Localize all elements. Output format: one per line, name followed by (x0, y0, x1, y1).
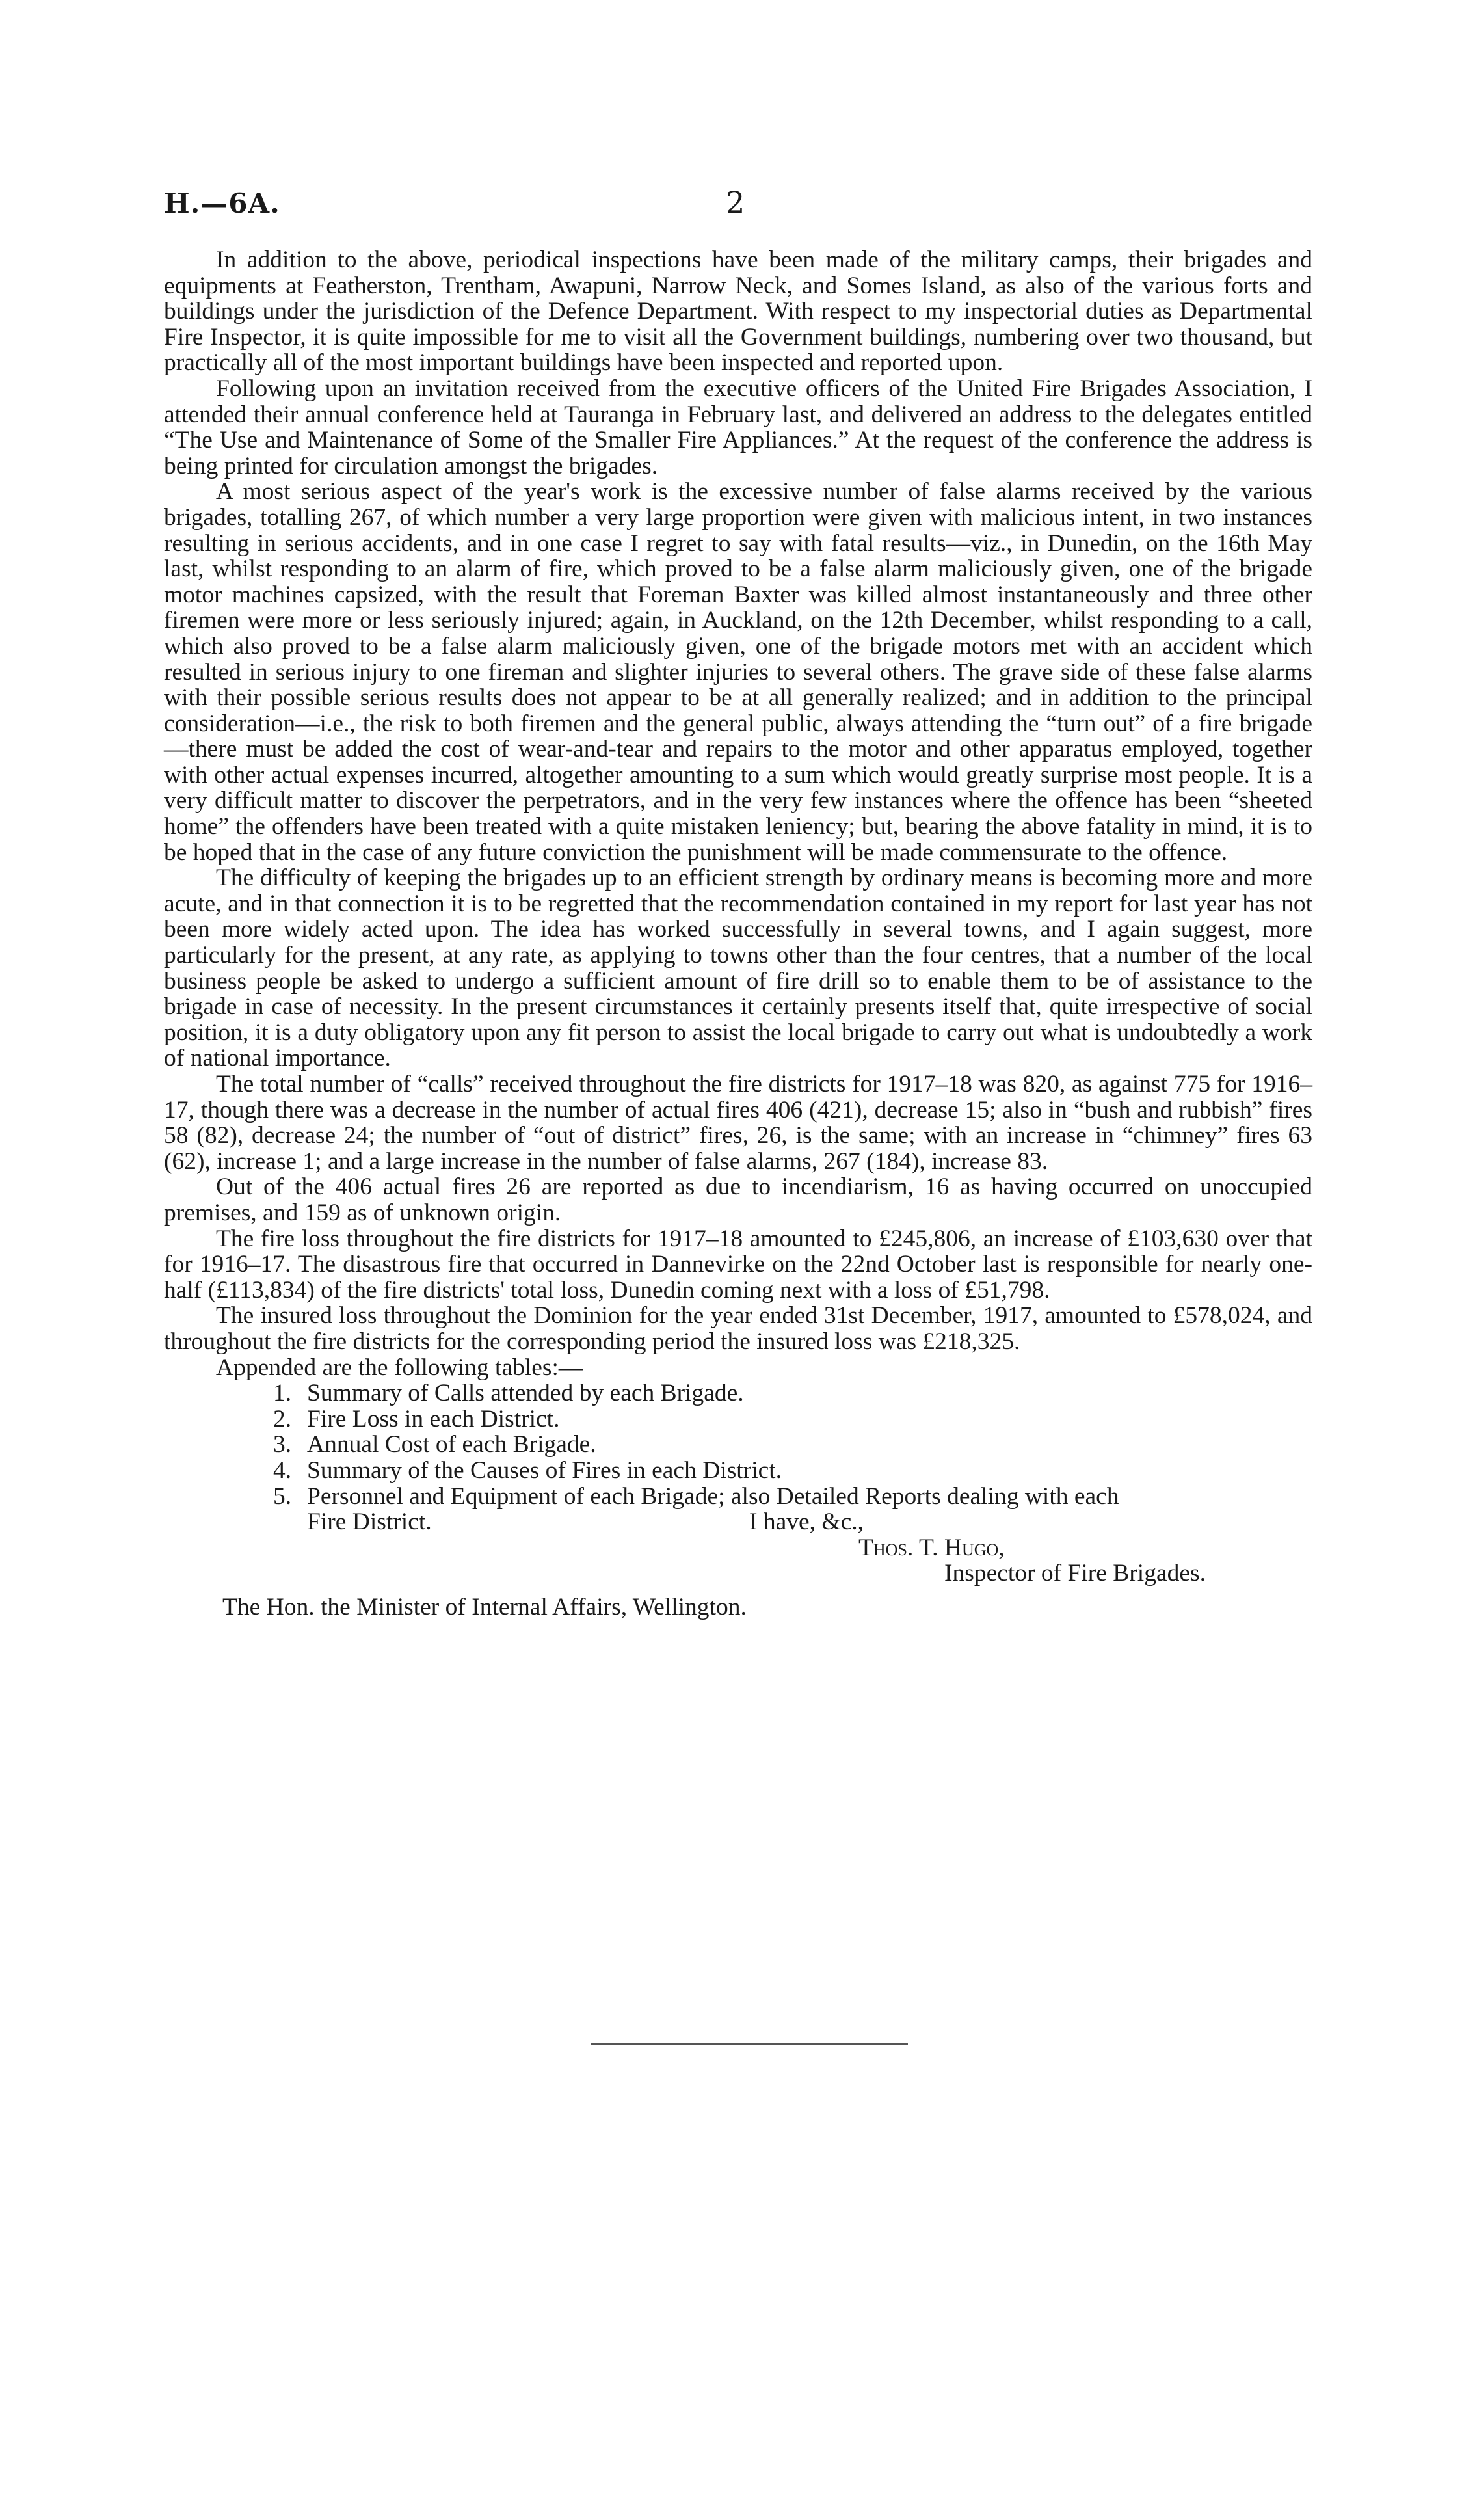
report-body (164, 247, 1312, 1620)
report-reference: H.—6A. (164, 187, 280, 219)
appendix-item-text: Annual Cost of each Brigade. (307, 1431, 596, 1458)
appendix-item (273, 1458, 1312, 1484)
appendix-list (164, 1380, 1312, 1509)
addressee: The Hon. the Minister of Internal Affairs, Wellington. (222, 1593, 747, 1620)
paragraph-fire-loss: The fire loss throughout the fire districts for 1917–18 amounted to £245,806, an increase of £103,630 over that for 1916–17. The disastrous fire that occurred in Dannevirke on the 22nd October last is responsible for nearly one-half (£113,834) of the fire districts' total loss, Dunedin coming next with a loss of £51,798. (164, 1225, 1312, 1304)
closing-rule (591, 2043, 908, 2045)
appendix-item (273, 1432, 1312, 1458)
appendix-item (273, 1406, 1312, 1432)
page-number: 2 (726, 185, 745, 220)
signature-title: Inspector of Fire Brigades. (944, 1560, 1206, 1587)
paragraph-calls-statistics: The total number of “calls” received throughout the fire districts for 1917–18 was 820, as against 775 for 1916–17, though there was a decrease in the number of actual fires 406 (421), decrease 15; also in “bush and rubbish” fires 58 (82), decrease 24; the number of “out of district” fires, 26, is the same; with an increase in “chimney” fires 63 (62), increase 1; and a large increase in the number of false alarms, 267 (184), increase 83. (164, 1071, 1312, 1175)
appendix-item-text: Fire Loss in each District. (307, 1405, 560, 1432)
appendix-item (273, 1484, 1312, 1510)
paragraph-conference: Following upon an invitation received from the executive officers of the United Fire Brigades Association, I attended their annual conference held at Tauranga in February last, and delivered an address to the delegates entitled “The Use and Maintenance of Some of the Smaller Fire Appliances.” At the request of the conference the address is being printed for circulation amongst the brigades. (164, 375, 1312, 479)
appendix-item-number: 2. (273, 1405, 292, 1432)
paragraph-insured-loss: The insured loss throughout the Dominion for the year ended 31st December, 1917, amounted to £578,024, and throughout the fire districts for the corresponding period the insured loss was £218,325. (164, 1302, 1312, 1355)
appendix-item-text: Summary of the Causes of Fires in each District. (307, 1456, 782, 1484)
paragraph-fire-origins: Out of the 406 actual fires 26 are reported as due to incendiarism, 16 as having occurred on unoccupied premises, and 159 as of unknown origin. (164, 1173, 1312, 1226)
closing-line (164, 1509, 1312, 1535)
salutation: I have, &c., (749, 1508, 864, 1536)
appendix-item-number: 1. (273, 1380, 292, 1407)
paragraph-inspections: In addition to the above, periodical inspections have been made of the military camps, their brigades and equipments at Featherston, Trentham, Awapuni, Narrow Neck, and Somes Island, as also of the various forts and buildings under the jurisdiction of the Defence Department. With respect to my inspectorial duties as Departmental Fire Inspector, it is quite impossible for me to visit all the Government buildings, numbering over two thousand, but practically all of the most important buildings have been inspected and reported upon. (164, 247, 1312, 377)
paragraph-brigade-strength: The difficulty of keeping the brigades up to an efficient strength by ordinary means is becoming more and more acute, and in that connection it is to be regretted that the recommendation contained in my report for last year has not been more widely acted upon. The idea has worked successfully in several towns, and I again suggest, more particularly for the present, at any rate, as applying to towns other than the four centres, that a number of the local business people be asked to undergo a sufficient amount of fire drill so to enable them to be of assistance to the brigade in case of necessity. In the present circumstances it certainly presents itself that, quite irrespective of social position, it is a duty obligatory upon any fit person to assist the local brigade to carry out what is undoubtedly a work of national importance. (164, 865, 1312, 1072)
appendix-item-continuation: Fire District. (307, 1508, 432, 1536)
appendix-item-text: Personnel and Equipment of each Brigade; also Detailed Reports dealing with each (307, 1482, 1119, 1510)
paragraph-false-alarms: A most serious aspect of the year's work is the excessive number of false alarms received by the various brigades, totalling 267, of which number a very large proportion were given with malicious intent, in two instances resulting in serious accidents, and in one case I regret to say with fatal results—viz., in Dunedin, on the 16th May last, whilst responding to an alarm of fire, which proved to be a false alarm maliciously given, one of the brigade motor machines capsized, with the result that Foreman Baxter was killed almost instantaneously and three other firemen were more or less seriously injured; again, in Auckland, on the 12th December, whilst responding to a call, which also proved to be a false alarm maliciously given, one of the brigade motors met with an accident which resulted in serious injury to one fireman and slighter injuries to several others. The grave side of these false alarms with their possible serious results does not appear to be at all generally realized; and in addition to the principal consideration—i.e., the risk to both firemen and the general public, always attending the “turn out” of a fire brigade—there must be added the cost of wear-and-tear and repairs to the motor and other apparatus employed, together with other actual expenses incurred, altogether amounting to a sum which would greatly surprise most people. It is a very difficult matter to discover the perpetrators, and in the very few instances where the offence has been “sheeted home” the offenders have been treated with a quite mistaken leniency; but, bearing the above fatality in mind, it is to be hoped that in the case of any future conviction the punishment will be made commensurate to the offence. (164, 478, 1312, 866)
appendix-item-number: 5. (273, 1482, 292, 1510)
appendix-item-number: 3. (273, 1431, 292, 1458)
appendix-item-number: 4. (273, 1456, 292, 1484)
paragraph-appended-intro: Appended are the following tables:— (216, 1354, 583, 1381)
appendix-item-text: Summary of Calls attended by each Brigade. (307, 1380, 744, 1407)
signature-name: Thos. T. Hugo, (858, 1534, 1005, 1561)
appendix-item (273, 1380, 1312, 1406)
